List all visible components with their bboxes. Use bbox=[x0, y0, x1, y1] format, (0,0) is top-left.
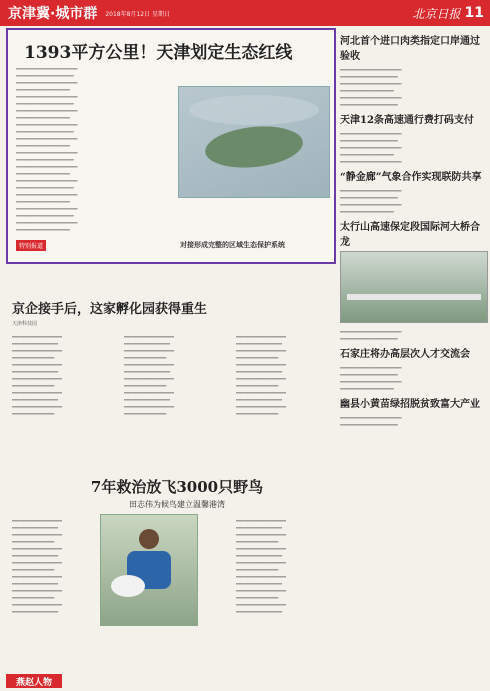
story3-sub: 田志伟为候鸟建立温馨港湾 bbox=[129, 500, 225, 509]
lead-story-box bbox=[6, 28, 336, 264]
story-incubator bbox=[12, 298, 342, 416]
story3-col3: ▁▁▁▁▁▁▁▁▁▁▁▁▁ ▁▁▁▁▁▁▁▁▁▁▁▁ ▁▁▁▁▁▁▁▁▁▁▁▁▁ ▁▁▁▁▁▁▁▁▁▁▁ ▁▁▁▁▁▁▁▁▁▁▁▁▁ ▁▁▁▁▁▁▁▁▁▁▁▁ ▁▁▁▁▁▁▁▁▁▁▁▁▁ ▁▁▁▁▁▁▁▁▁▁▁ ▁▁▁▁▁▁▁▁▁▁▁▁▁ ▁▁▁▁▁▁▁▁▁▁▁▁ ▁▁▁▁▁▁▁▁▁▁▁▁▁ ▁▁▁▁▁▁▁▁▁▁▁ ▁▁▁▁▁▁▁▁▁▁▁▁▁ ▁▁▁▁▁▁▁▁▁▁▁▁ bbox=[236, 516, 286, 613]
right-column bbox=[340, 28, 486, 427]
right-body-1: ▁▁▁▁▁▁▁▁▁▁▁▁▁▁▁▁ ▁▁▁▁▁▁▁▁▁▁▁▁▁▁▁ ▁▁▁▁▁▁▁▁▁▁▁▁▁▁▁▁ ▁▁▁▁▁▁▁▁▁▁▁▁▁▁ ▁▁▁▁▁▁▁▁▁▁▁▁▁▁▁▁ ▁▁▁▁▁▁▁▁▁▁▁▁▁▁▁ bbox=[340, 65, 402, 106]
story2-col2: ▁▁▁▁▁▁▁▁▁▁▁▁▁ ▁▁▁▁▁▁▁▁▁▁▁▁ ▁▁▁▁▁▁▁▁▁▁▁▁▁ ▁▁▁▁▁▁▁▁▁▁▁ ▁▁▁▁▁▁▁▁▁▁▁▁▁ ▁▁▁▁▁▁▁▁▁▁▁▁ ▁▁▁▁▁▁▁▁▁▁▁▁▁ ▁▁▁▁▁▁▁▁▁▁▁ ▁▁▁▁▁▁▁▁▁▁▁▁▁ ▁▁▁▁▁▁▁▁▁▁▁▁ ▁▁▁▁▁▁▁▁▁▁▁▁▁ ▁▁▁▁▁▁▁▁▁▁▁ bbox=[124, 332, 174, 415]
page-header bbox=[0, 0, 490, 26]
bridge-shape bbox=[347, 294, 481, 300]
right-headline-3: “静金廊”气象合作实现联防共享 bbox=[340, 172, 482, 183]
right-body-4: ▁▁▁▁▁▁▁▁▁▁▁▁▁▁▁▁ ▁▁▁▁▁▁▁▁▁▁▁▁▁▁▁ bbox=[340, 327, 402, 340]
right-body-5: ▁▁▁▁▁▁▁▁▁▁▁▁▁▁▁▁ ▁▁▁▁▁▁▁▁▁▁▁▁▁▁▁ ▁▁▁▁▁▁▁▁▁▁▁▁▁▁▁▁ ▁▁▁▁▁▁▁▁▁▁▁▁▁▁ bbox=[340, 363, 402, 390]
issue-date: 2018年8月12日 星期日 bbox=[105, 10, 170, 18]
person-head bbox=[139, 529, 159, 549]
right-headline-4: 太行山高速保定段国际河大桥合龙 bbox=[340, 222, 480, 248]
left-column bbox=[6, 28, 336, 613]
bird-shape bbox=[111, 575, 145, 597]
section-title: 京津冀·城市群 bbox=[8, 6, 98, 22]
lead-subhead: 对接形成完整的区域生态保护系统 bbox=[180, 241, 285, 249]
bridge-photo bbox=[340, 251, 488, 323]
story3-col1: ▁▁▁▁▁▁▁▁▁▁▁▁▁ ▁▁▁▁▁▁▁▁▁▁▁▁ ▁▁▁▁▁▁▁▁▁▁▁▁▁ ▁▁▁▁▁▁▁▁▁▁▁ ▁▁▁▁▁▁▁▁▁▁▁▁▁ ▁▁▁▁▁▁▁▁▁▁▁▁ ▁▁▁▁▁▁▁▁▁▁▁▁▁ ▁▁▁▁▁▁▁▁▁▁▁ ▁▁▁▁▁▁▁▁▁▁▁▁▁ ▁▁▁▁▁▁▁▁▁▁▁▁ ▁▁▁▁▁▁▁▁▁▁▁▁▁ ▁▁▁▁▁▁▁▁▁▁▁ ▁▁▁▁▁▁▁▁▁▁▁▁▁ ▁▁▁▁▁▁▁▁▁▁▁▁ bbox=[12, 516, 62, 613]
page-number: 11 bbox=[464, 5, 484, 21]
right-headline-2: 天津12条高速通行费打码支付 bbox=[340, 115, 474, 126]
wetland-aerial-photo bbox=[178, 86, 330, 198]
lake-shape bbox=[189, 95, 319, 125]
lead-headline: 1393平方公里！天津划定生态红线 bbox=[24, 43, 293, 63]
right-body-3: ▁▁▁▁▁▁▁▁▁▁▁▁▁▁▁▁ ▁▁▁▁▁▁▁▁▁▁▁▁▁▁▁ ▁▁▁▁▁▁▁▁▁▁▁▁▁▁▁▁ ▁▁▁▁▁▁▁▁▁▁▁▁▁▁ bbox=[340, 186, 402, 213]
story2-col1: ▁▁▁▁▁▁▁▁▁▁▁▁▁ ▁▁▁▁▁▁▁▁▁▁▁▁ ▁▁▁▁▁▁▁▁▁▁▁▁▁ ▁▁▁▁▁▁▁▁▁▁▁ ▁▁▁▁▁▁▁▁▁▁▁▁▁ ▁▁▁▁▁▁▁▁▁▁▁▁ ▁▁▁▁▁▁▁▁▁▁▁▁▁ ▁▁▁▁▁▁▁▁▁▁▁ ▁▁▁▁▁▁▁▁▁▁▁▁▁ ▁▁▁▁▁▁▁▁▁▁▁▁ ▁▁▁▁▁▁▁▁▁▁▁▁▁ ▁▁▁▁▁▁▁▁▁▁▁ bbox=[12, 332, 62, 415]
right-headline-5: 石家庄将办高层次人才交流会 bbox=[340, 349, 470, 360]
story2-col3: ▁▁▁▁▁▁▁▁▁▁▁▁▁ ▁▁▁▁▁▁▁▁▁▁▁▁ ▁▁▁▁▁▁▁▁▁▁▁▁▁ ▁▁▁▁▁▁▁▁▁▁▁ ▁▁▁▁▁▁▁▁▁▁▁▁▁ ▁▁▁▁▁▁▁▁▁▁▁▁ ▁▁▁▁▁▁▁▁▁▁▁▁▁ ▁▁▁▁▁▁▁▁▁▁▁ ▁▁▁▁▁▁▁▁▁▁▁▁▁ ▁▁▁▁▁▁▁▁▁▁▁▁ ▁▁▁▁▁▁▁▁▁▁▁▁▁ ▁▁▁▁▁▁▁▁▁▁▁ bbox=[236, 332, 286, 415]
lead-body: ▁▁▁▁▁▁▁▁▁▁▁▁▁▁▁▁ ▁▁▁▁▁▁▁▁▁▁▁▁▁▁▁ ▁▁▁▁▁▁▁▁▁▁▁▁▁▁▁▁ ▁▁▁▁▁▁▁▁▁▁▁▁▁▁ ▁▁▁▁▁▁▁▁▁▁▁▁▁▁▁▁ ▁▁▁▁▁▁▁▁▁▁▁▁▁▁▁ ▁▁▁▁▁▁▁▁▁▁▁▁▁▁▁▁ ▁▁▁▁▁▁▁▁▁▁▁▁▁▁ ▁▁▁▁▁▁▁▁▁▁▁▁▁▁▁▁ ▁▁▁▁▁▁▁▁▁▁▁▁▁▁▁ ▁▁▁▁▁▁▁▁▁▁▁▁▁▁▁▁ ▁▁▁▁▁▁▁▁▁▁▁▁▁▁ ▁▁▁▁▁▁▁▁▁▁▁▁▁▁▁▁ ▁▁▁▁▁▁▁▁▁▁▁▁▁▁▁ ▁▁▁▁▁▁▁▁▁▁▁▁▁▁▁▁ ▁▁▁▁▁▁▁▁▁▁▁▁▁▁ ▁▁▁▁▁▁▁▁▁▁▁▁▁▁▁▁ ▁▁▁▁▁▁▁▁▁▁▁▁▁▁▁ ▁▁▁▁▁▁▁▁▁▁▁▁▁▁▁▁ ▁▁▁▁▁▁▁▁▁▁▁▁▁▁ ▁▁▁▁▁▁▁▁▁▁▁▁▁▁▁▁ ▁▁▁▁▁▁▁▁▁▁▁▁▁▁▁ ▁▁▁▁▁▁▁▁▁▁▁▁▁▁▁▁ ▁▁▁▁▁▁▁▁▁▁▁▁▁▁ bbox=[16, 64, 78, 231]
paper-name: 北京日报 bbox=[412, 6, 461, 21]
story2-headline: 京企接手后，这家孵化园获得重生 bbox=[12, 302, 208, 317]
right-headline-1: 河北首个进口肉类指定口岸通过验收 bbox=[340, 36, 480, 62]
special-tag: 特别报道 bbox=[16, 240, 46, 251]
story3-headline: 7年救治放飞3000只野鸟 bbox=[90, 478, 264, 496]
right-body-2: ▁▁▁▁▁▁▁▁▁▁▁▁▁▁▁▁ ▁▁▁▁▁▁▁▁▁▁▁▁▁▁▁ ▁▁▁▁▁▁▁▁▁▁▁▁▁▁▁▁ ▁▁▁▁▁▁▁▁▁▁▁▁▁▁ ▁▁▁▁▁▁▁▁▁▁▁▁▁▁▁▁ bbox=[340, 129, 402, 163]
story2-sub: 天津科技园 bbox=[12, 321, 38, 327]
bird-rescue-photo bbox=[100, 514, 198, 626]
right-headline-6: 幽县小黄苗绿招脱贫致富大产业 bbox=[340, 399, 480, 410]
right-body-6: ▁▁▁▁▁▁▁▁▁▁▁▁▁▁▁▁ ▁▁▁▁▁▁▁▁▁▁▁▁▁▁▁ bbox=[340, 413, 402, 426]
footer-label: 燕赵人物 bbox=[6, 674, 62, 688]
island-shape bbox=[203, 122, 305, 172]
